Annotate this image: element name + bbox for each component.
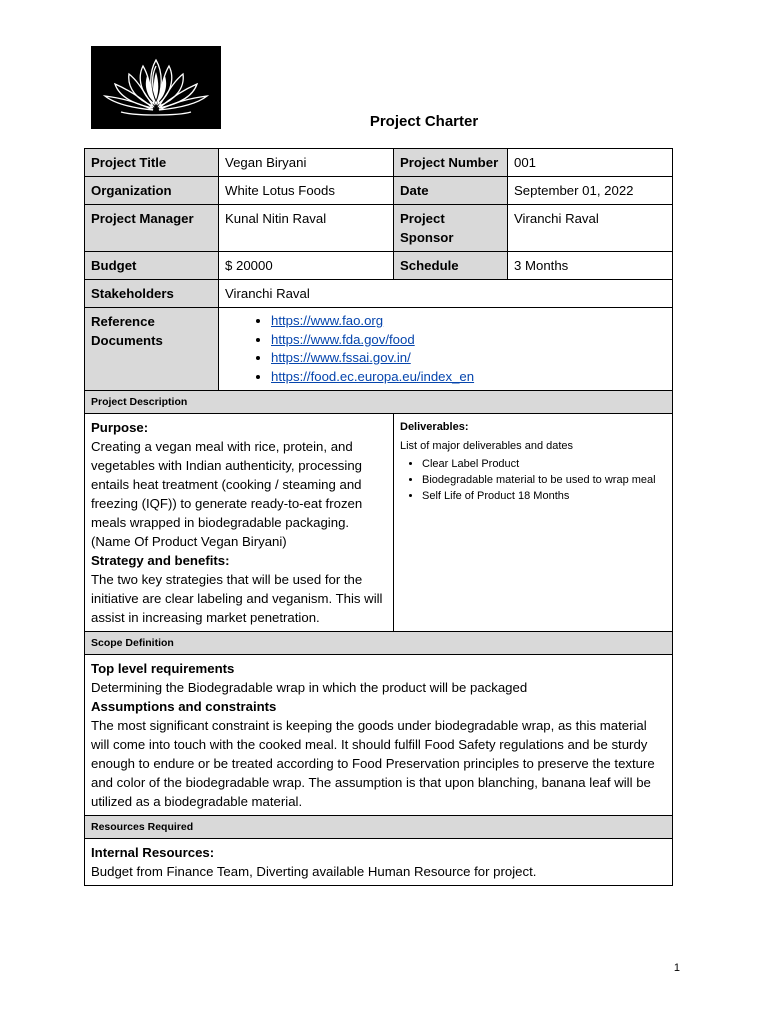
top-level-requirements-heading: Top level requirements	[91, 661, 235, 676]
strategy-heading: Strategy and benefits:	[91, 553, 230, 568]
project-sponsor-value: Viranchi Raval	[508, 205, 673, 252]
manager-row	[85, 205, 673, 252]
reference-link[interactable]: https://www.fssai.gov.in/	[271, 350, 411, 365]
charter-table	[84, 148, 673, 886]
strategy-text: The two key strategies that will be used for the initiative are clear labeling and veganism. This will assist in increasing market penetration.	[91, 572, 383, 625]
organization-row	[85, 177, 673, 205]
budget-value: $ 20000	[219, 252, 394, 280]
deliverables-cell	[394, 414, 673, 632]
stakeholders-label: Stakeholders	[85, 280, 219, 308]
assumptions-heading: Assumptions and constraints	[91, 699, 277, 714]
date-value: September 01, 2022	[508, 177, 673, 205]
internal-resources-heading: Internal Resources:	[91, 845, 215, 860]
deliverable-item: • Biodegradable material to be used to wrap meal	[422, 472, 666, 488]
reference-link-item	[271, 312, 666, 331]
reference-row	[85, 308, 673, 391]
scope-cell	[85, 655, 673, 816]
project-title-value: Vegan Biryani	[219, 149, 394, 177]
organization-value: White Lotus Foods	[219, 177, 394, 205]
reference-link-item	[271, 368, 666, 387]
internal-resources-text: Budget from Finance Team, Diverting available Human Resource for project.	[91, 864, 537, 879]
reference-link[interactable]: https://www.fao.org	[271, 313, 384, 328]
date-label: Date	[394, 177, 508, 205]
purpose-cell	[85, 414, 394, 632]
top-level-requirements-text: Determining the Biodegradable wrap in which the product will be packaged	[91, 680, 528, 695]
project-number-value: 001	[508, 149, 673, 177]
reference-link-item	[271, 349, 666, 368]
project-manager-label: Project Manager	[85, 205, 219, 252]
stakeholders-value: Viranchi Raval	[219, 280, 673, 308]
purpose-heading: Purpose:	[91, 420, 149, 435]
reference-links-cell	[219, 308, 673, 391]
stakeholders-row	[85, 280, 673, 308]
resources-cell	[85, 839, 673, 886]
reference-documents-label: Reference Documents	[85, 308, 219, 391]
deliverables-intro: List of major deliverables and dates	[400, 440, 574, 452]
budget-label: Budget	[85, 252, 219, 280]
project-description-row	[85, 414, 673, 632]
schedule-value: 3 Months	[508, 252, 673, 280]
scope-row	[85, 655, 673, 816]
purpose-text: Creating a vegan meal with rice, protein, and vegetables with Indian authenticity, processing entails heat treatment (cooking / steaming and freezing (IQF)) to generate ready-to-eat frozen meals wrapped in biodegradable packaging. (Name Of Product Vegan Biryani)	[91, 439, 363, 549]
resources-required-header: Resources Required	[85, 816, 673, 839]
resources-header-row	[85, 816, 673, 839]
reference-link[interactable]: https://food.ec.europa.eu/index_en	[271, 368, 475, 384]
resources-row	[85, 839, 673, 886]
project-manager-value: Kunal Nitin Raval	[219, 205, 394, 252]
page-number: 1	[673, 962, 680, 974]
reference-link[interactable]: https://www.fda.gov/food	[271, 331, 415, 347]
project-title-row	[85, 149, 673, 177]
organization-label: Organization	[85, 177, 219, 205]
deliverable-item: • Self Life of Product 18 Months	[422, 488, 666, 504]
scope-header-row	[85, 632, 673, 655]
deliverables-list	[400, 456, 666, 504]
reference-links-list	[225, 312, 666, 386]
document-title: Project Charter	[369, 113, 479, 130]
assumptions-text: The most significant constraint is keeping the goods under biodegradable wrap, as this material will come into touch with the cooked meal. It should fulfill Food Safety regulations and be sturdy enough to endure or be treated according to Food Preservation principles to preserve the texture and color of the biodegradable wrap. The assumption is that upon blanching, banana leaf will be utilized as a biodegradable material.	[91, 718, 655, 809]
deliverables-heading: Deliverables:	[400, 421, 469, 433]
budget-row	[85, 252, 673, 280]
schedule-label: Schedule	[394, 252, 508, 280]
scope-definition-header: Scope Definition	[85, 632, 673, 655]
project-description-header: Project Description	[85, 391, 673, 414]
project-title-label: Project Title	[85, 149, 219, 177]
reference-link-item	[271, 331, 666, 350]
project-number-label: Project Number	[394, 149, 508, 177]
project-description-header-row	[85, 391, 673, 414]
project-sponsor-label: Project Sponsor	[394, 205, 508, 252]
deliverable-item: • Clear Label Product	[422, 456, 666, 472]
